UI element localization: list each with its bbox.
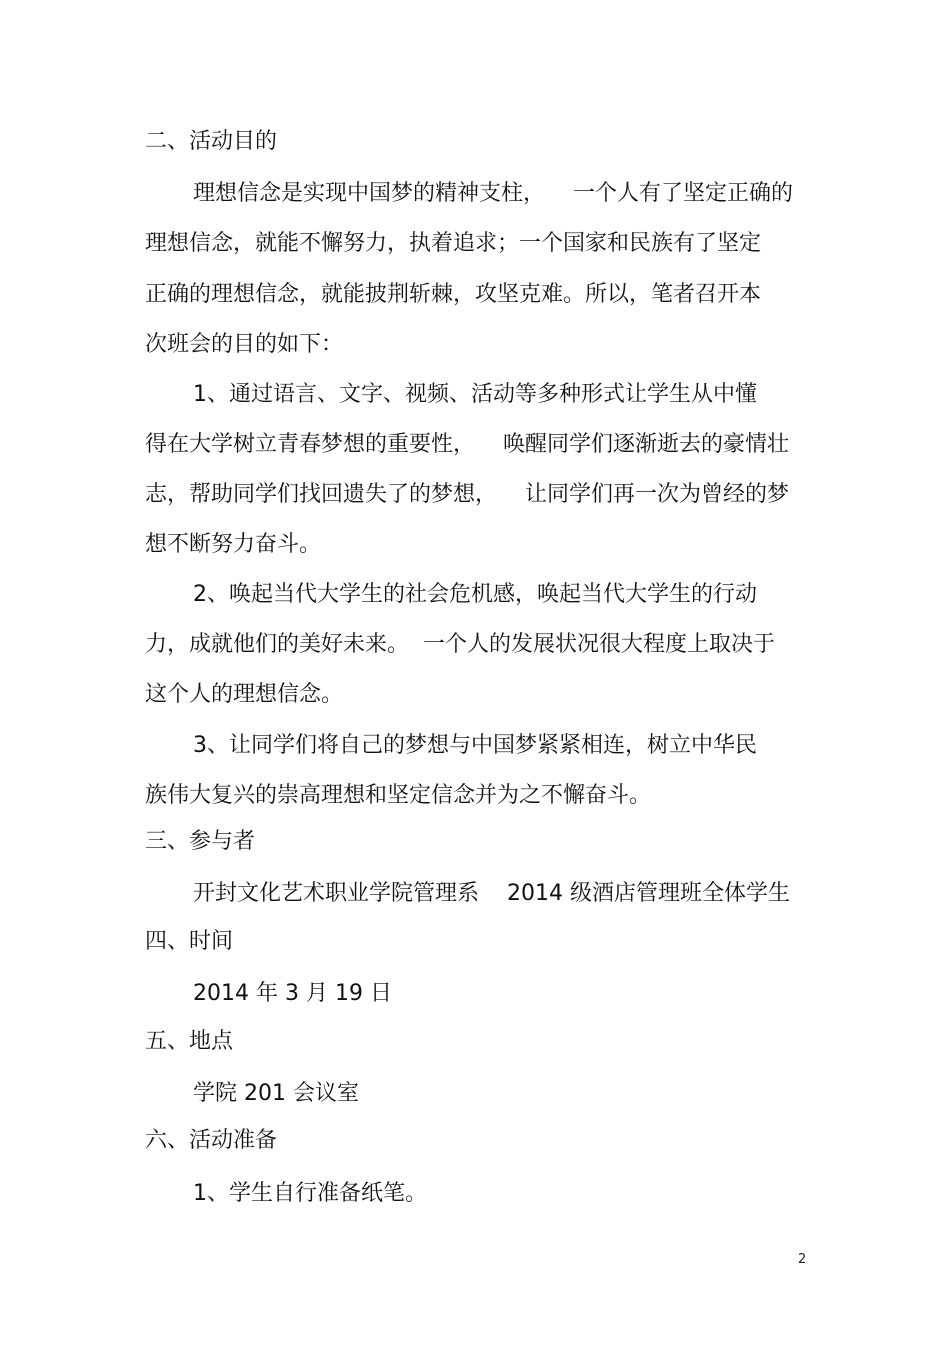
purpose-paragraph-line: 次班会的目的如下： bbox=[145, 332, 344, 357]
purpose-paragraph-line: 理想信念，就能不懈努力，执着追求；一个国家和民族有了坚定 bbox=[145, 231, 762, 256]
purpose-item-3-line: 族伟大复兴的崇高理想和坚定信念并为之不懈奋斗。 bbox=[145, 783, 652, 808]
purpose-item-2-line: 2、唤起当代大学生的社会危机感，唤起当代大学生的行动 bbox=[193, 582, 757, 607]
purpose-item-1-line: 1、通过语言、文字、视频、活动等多种形式让学生从中懂 bbox=[193, 382, 757, 407]
purpose-item-2-line: 这个人的理想信念。 bbox=[145, 682, 344, 707]
purpose-paragraph-line: 正确的理想信念，就能披荆斩棘，攻坚克难。所以，笔者召开本 bbox=[145, 282, 762, 307]
time-text: 2014 年 3 月 19 日 bbox=[193, 981, 392, 1006]
participants-text: 开封文化艺术职业学院管理系 2014 级酒店管理班全体学生 bbox=[193, 881, 790, 906]
section-heading-location: 五、地点 bbox=[145, 1029, 234, 1054]
purpose-item-1-line: 想不断努力奋斗。 bbox=[145, 532, 322, 557]
purpose-item-3-line: 3、让同学们将自己的梦想与中国梦紧紧相连，树立中华民 bbox=[193, 733, 757, 758]
page-number: 2 bbox=[798, 1252, 807, 1267]
purpose-paragraph-line: 理想信念是实现中国梦的精神支柱， 一个人有了坚定正确的 bbox=[193, 181, 793, 206]
section-heading-time: 四、时间 bbox=[145, 929, 234, 954]
preparation-item-1: 1、学生自行准备纸笔。 bbox=[193, 1181, 427, 1206]
section-heading-preparation: 六、活动准备 bbox=[145, 1128, 278, 1153]
location-text: 学院 201 会议室 bbox=[193, 1081, 359, 1106]
purpose-item-1-line: 志，帮助同学们找回遗失了的梦想， 让同学们再一次为曾经的梦 bbox=[145, 482, 789, 507]
purpose-item-2-line: 力，成就他们的美好未来。 一个人的发展状况很大程度上取决于 bbox=[145, 632, 775, 657]
section-heading-participants: 三、参与者 bbox=[145, 829, 256, 854]
purpose-item-1-line: 得在大学树立青春梦想的重要性， 唤醒同学们逐渐逝去的豪情壮 bbox=[145, 432, 789, 457]
section-heading-purpose: 二、活动目的 bbox=[145, 129, 278, 154]
